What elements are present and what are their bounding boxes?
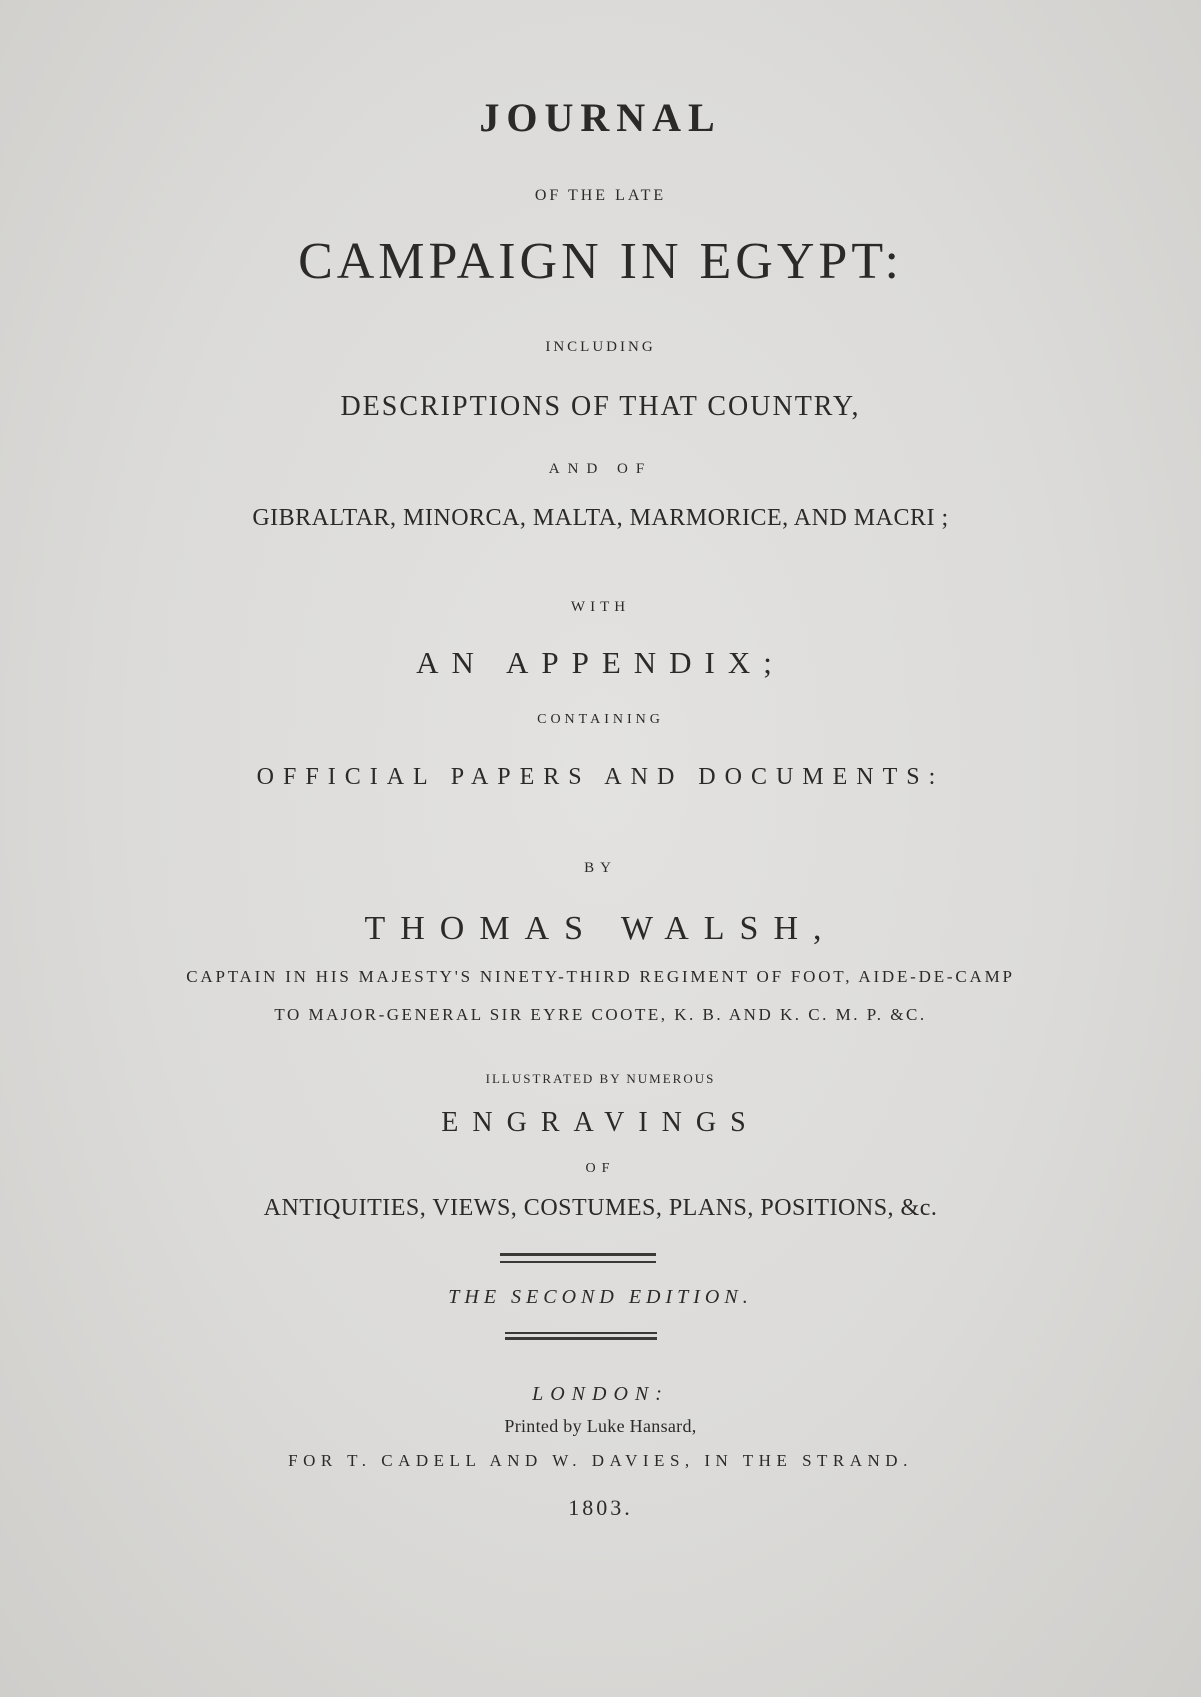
subtitle-descriptions: DESCRIPTIONS OF THAT COUNTRY, (340, 391, 861, 422)
title-of-the-late: OF THE LATE (534, 187, 667, 204)
double-rule-top (500, 1253, 656, 1263)
author-name: THOMAS WALSH, (364, 910, 837, 947)
subtitle-places: GIBRALTAR, MINORCA, MALTA, MARMORICE, AND MACRI ; (252, 505, 949, 531)
double-rule-bottom (505, 1332, 657, 1340)
engravings-heading: ENGRAVINGS (441, 1107, 760, 1138)
author-rank-line-1: CAPTAIN IN HIS MAJESTY'S NINETY-THIRD REGIMENT OF FOOT, AIDE-DE-CAMP (186, 967, 1015, 986)
engravings-subjects: ANTIQUITIES, VIEWS, COSTUMES, PLANS, POSITIONS, &c. (263, 1195, 938, 1221)
subtitle-and-of: AND OF (548, 461, 653, 477)
imprint-city: LONDON: (532, 1383, 669, 1405)
author-rank-line-2: TO MAJOR-GENERAL SIR EYRE COOTE, K. B. AND K. C. M. P. &C. (274, 1005, 927, 1024)
subtitle-containing: CONTAINING (537, 712, 664, 727)
byline-by: BY (584, 860, 617, 876)
imprint-printer: Printed by Luke Hansard, (504, 1416, 697, 1436)
title-campaign: CAMPAIGN IN EGYPT: (298, 233, 903, 290)
imprint-year: 1803. (568, 1495, 633, 1520)
subtitle-with: WITH (570, 599, 631, 615)
engravings-of: OF (585, 1161, 616, 1176)
subtitle-including: INCLUDING (545, 339, 656, 355)
edition-statement: THE SECOND EDITION. (448, 1286, 753, 1308)
title-journal: JOURNAL (479, 95, 722, 140)
illustrated-by: ILLUSTRATED BY NUMEROUS (485, 1071, 716, 1086)
imprint-publisher: FOR T. CADELL AND W. DAVIES, IN THE STRAND. (288, 1451, 913, 1470)
subtitle-official-papers: OFFICIAL PAPERS AND DOCUMENTS: (256, 764, 945, 790)
subtitle-appendix: AN APPENDIX; (416, 645, 785, 680)
